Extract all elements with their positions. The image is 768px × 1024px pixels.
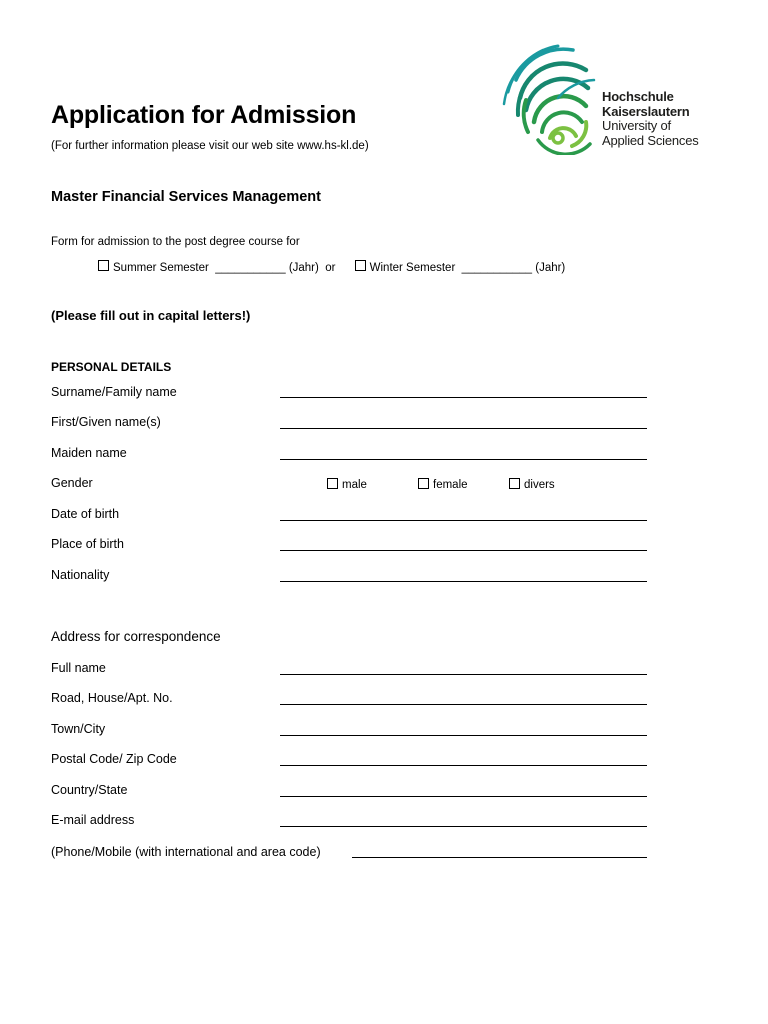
nationality-field[interactable] — [280, 581, 647, 582]
summer-year-unit: (Jahr) — [288, 262, 319, 274]
divers-label: divers — [524, 479, 555, 491]
female-label: female — [433, 479, 468, 491]
summer-year-field[interactable]: ___________ — [215, 262, 286, 274]
female-checkbox[interactable] — [418, 478, 429, 489]
gender-option-divers[interactable] — [509, 478, 555, 491]
country-label: Country/State — [51, 783, 128, 797]
nationality-label: Nationality — [51, 568, 110, 582]
maiden-name-field[interactable] — [280, 459, 647, 460]
first-name-field[interactable] — [280, 428, 647, 429]
logo-line-4: Applied Sciences — [602, 132, 699, 148]
male-label: male — [342, 479, 367, 491]
address-heading: Address for correspondence — [51, 629, 221, 644]
summer-semester-checkbox[interactable] — [98, 260, 109, 271]
postal-code-field[interactable] — [280, 765, 647, 766]
town-label: Town/City — [51, 722, 106, 736]
full-name-label: Full name — [51, 661, 106, 675]
university-logo — [498, 40, 718, 155]
logo-line-2: Kaiserslautern — [602, 103, 690, 119]
personal-details-heading: PERSONAL DETAILS — [51, 360, 172, 374]
male-checkbox[interactable] — [327, 478, 338, 489]
date-of-birth-label: Date of birth — [51, 507, 120, 521]
place-of-birth-label: Place of birth — [51, 537, 124, 551]
winter-year-field[interactable]: ___________ — [461, 262, 533, 274]
gender-option-female[interactable] — [418, 478, 468, 491]
surname-label: Surname/Family name — [51, 385, 177, 399]
gender-label: Gender — [51, 476, 93, 490]
capital-letters-notice: (Please fill out in capital letters!) — [51, 308, 251, 323]
date-of-birth-field[interactable] — [280, 520, 647, 521]
fingerprint-logo-icon — [498, 40, 602, 155]
course-intro: Form for admission to the post degree course for — [51, 236, 300, 248]
road-field[interactable] — [280, 704, 647, 705]
phone-field[interactable] — [352, 857, 647, 858]
divers-checkbox[interactable] — [509, 478, 520, 489]
course-title: Master Financial Services Management — [51, 189, 321, 205]
surname-field[interactable] — [280, 397, 647, 398]
gender-option-male[interactable] — [327, 478, 367, 491]
winter-semester-label: Winter Semester — [369, 262, 456, 274]
first-name-label: First/Given name(s) — [51, 415, 161, 429]
logo-line-3: University of — [602, 118, 671, 133]
email-field[interactable] — [280, 826, 647, 827]
or-label: or — [325, 262, 336, 274]
phone-label: (Phone/Mobile (with international and area code) — [51, 845, 321, 859]
logo-wordmark — [602, 90, 699, 148]
summer-semester-label: Summer Semester — [113, 262, 209, 274]
road-label: Road, House/Apt. No. — [51, 691, 173, 705]
winter-semester-checkbox[interactable] — [355, 260, 366, 271]
logo-line-1: Hochschule — [602, 89, 674, 104]
winter-year-unit: (Jahr) — [535, 262, 566, 274]
maiden-name-label: Maiden name — [51, 446, 127, 460]
semester-selection — [98, 260, 565, 274]
page-title: Application for Admission — [51, 101, 357, 129]
town-field[interactable] — [280, 735, 647, 736]
full-name-field[interactable] — [280, 674, 647, 675]
email-label: E-mail address — [51, 813, 135, 827]
place-of-birth-field[interactable] — [280, 550, 647, 551]
postal-code-label: Postal Code/ Zip Code — [51, 752, 177, 766]
country-field[interactable] — [280, 796, 647, 797]
page-subtitle: (For further information please visit our web site www.hs-kl.de) — [51, 140, 369, 152]
